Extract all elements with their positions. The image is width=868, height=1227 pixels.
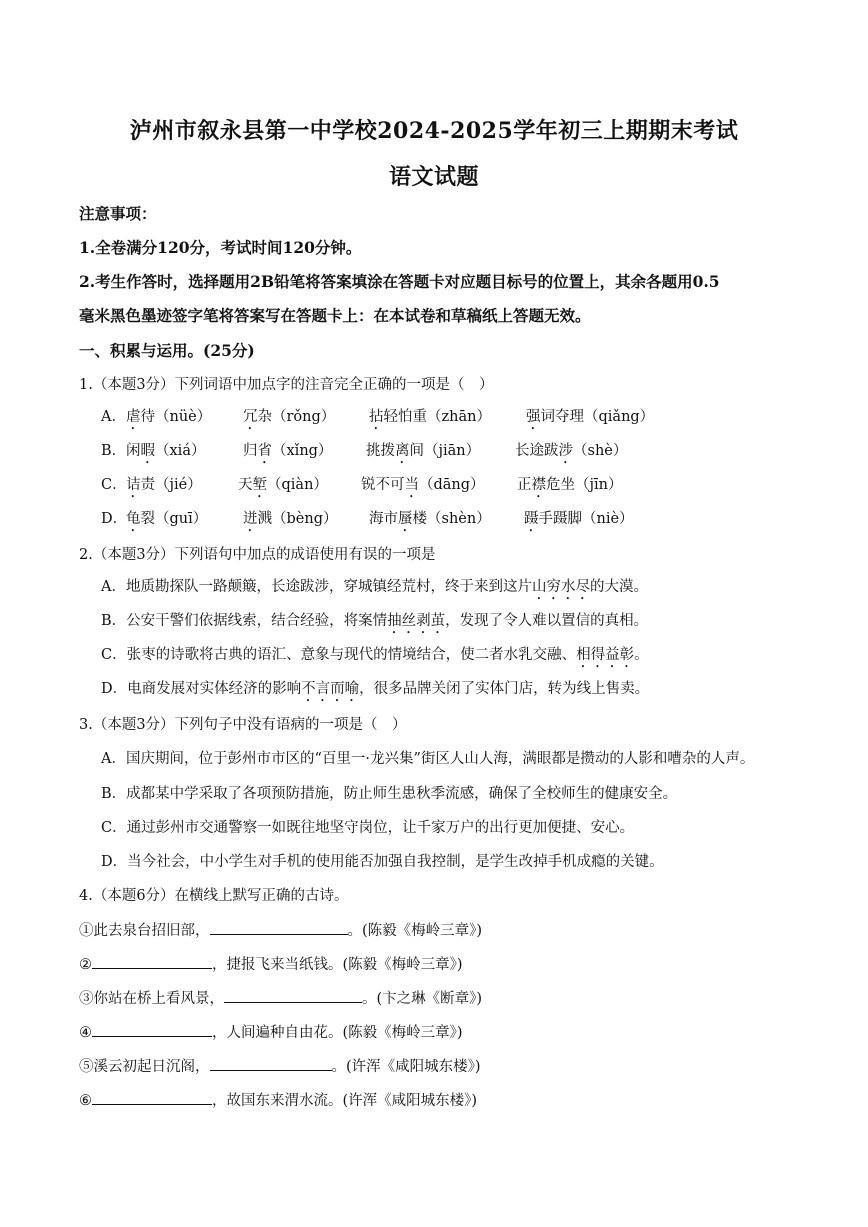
q4-line-4: ④ ，人间遍种自由花。(陈毅《梅岭三章》) [79,1022,463,1043]
section-1-heading: 一、积累与运用。(25分) [79,341,255,360]
q1-option-b-word-4: 长途跋涉（shè） [515,443,628,459]
answer-blank[interactable] [210,1056,332,1071]
q1-option-a-word-2: 冗杂（rǒng） [243,409,336,425]
q1-option-a-label: A． [101,409,126,425]
q2-option-b: B．公安干警们依据线索，结合经验，将案情抽丝剥茧，发现了令人难以置信的真相。 [101,613,649,629]
q1-option-b-label: B． [101,443,127,459]
answer-blank[interactable] [224,988,362,1003]
question-1-stem: 1.（本题3分）下列词语中加点字的注音完全正确的一项是（ ） [79,377,494,393]
q3-option-c: C．通过彭州市交通警察一如既往地坚守岗位，让千家万户的出行更加便捷、安心。 [101,820,635,836]
q2-option-a: A．地质勘探队一路颠簸，长途跋涉，穿城镇经荒村，终于来到这片山穷水尽的大漠。 [101,579,648,595]
answer-blank[interactable] [92,1022,212,1037]
notice-item-1: 1.全卷满分120分，考试时间120分钟。 [79,238,362,257]
q4-line-1: ①此去泉台招旧部， 。(陈毅《梅岭三章》) [79,920,482,941]
q1-option-b-word-1: 闲暇（xiá） [126,443,206,459]
q4-line-3: ③你站在桥上看风景， 。(卞之琳《断章》) [79,988,482,1009]
notice-item-2-line-1: 2.考生作答时，选择题用2B铅笔将答案填涂在答题卡对应题目标号的位置上，其余各题用0.5 [79,272,720,291]
q1-option-c-word-4: 正襟危坐（jīn） [517,477,623,493]
answer-blank[interactable] [92,1090,212,1105]
q1-option-b-word-2: 归省（xǐng） [243,443,333,459]
q1-option-b-word-3: 挑拨离间（jiān） [366,443,481,459]
q4-line-6: ⑥ ，故国东来渭水流。(许浑《咸阳城东楼》) [79,1090,477,1111]
q1-option-a-word-3: 拈轻怕重（zhān） [369,409,491,425]
q1-option-c-word-2: 天堑（qiàn） [238,477,328,493]
answer-blank[interactable] [92,954,212,969]
q1-option-d-word-4: 蹑手蹑脚（niè） [524,511,634,527]
question-2-stem: 2.（本题3分）下列语句中加点的成语使用有误的一项是 [79,547,436,563]
q1-option-c-word-1: 诘责（jié） [126,477,202,493]
q1-option-c-word-3: 锐不可当（dāng） [361,477,485,493]
exam-title: 泸州市叙永县第一中学校2024-2025学年初三上期期末考试 [129,118,739,144]
q1-option-d-word-3: 海市蜃楼（shèn） [369,511,491,527]
answer-blank[interactable] [210,920,348,935]
q1-option-d-word-1: 龟裂（guī） [126,511,208,527]
q2-option-c: C．张枣的诗歌将古典的语汇、意象与现代的情境结合，使二者水乳交融、相得益彰。 [101,647,649,663]
notice-item-2-line-2: 毫米黑色墨迹签字笔将答案写在答题卡上：在本试卷和草稿纸上答题无效。 [79,306,591,325]
q1-option-a-word-4: 强词夺理（qiǎng） [526,409,655,425]
q1-option-a-word-1: 虐待（nüè） [126,409,212,425]
notice-heading: 注意事项： [79,204,157,223]
exam-subtitle: 语文试题 [388,164,479,190]
question-4-stem: 4.（本题6分）在横线上默写正确的古诗。 [79,888,349,904]
q1-option-c-label: C． [101,477,127,493]
q4-line-5: ⑤溪云初起日沉阁， 。(许浑《咸阳城东楼》) [79,1056,481,1077]
q3-option-d: D．当今社会，中小学生对手机的使用能否加强自我控制，是学生改掉手机成瘾的关键。 [101,854,664,870]
q4-line-2: ② ，捷报飞来当纸钱。(陈毅《梅岭三章》) [79,954,463,975]
q3-option-b: B．成都某中学采取了各项预防措施，防止师生患秋季流感，确保了全校师生的健康安全。 [101,786,678,802]
q1-option-d-label: D． [101,511,128,527]
q3-option-a: A．国庆期间，位于彭州市市区的“百里一·龙兴集”街区人山人海，满眼都是攒动的人影和嘈杂的人声。 [101,751,755,767]
q2-option-d: D．电商发展对实体经济的影响不言而喻，很多品牌关闭了实体门店，转为线上售卖。 [101,681,650,697]
q1-option-d-word-2: 迸溅（bèng） [243,511,338,527]
question-3-stem: 3.（本题3分）下列句子中没有语病的一项是（ ） [79,717,407,733]
